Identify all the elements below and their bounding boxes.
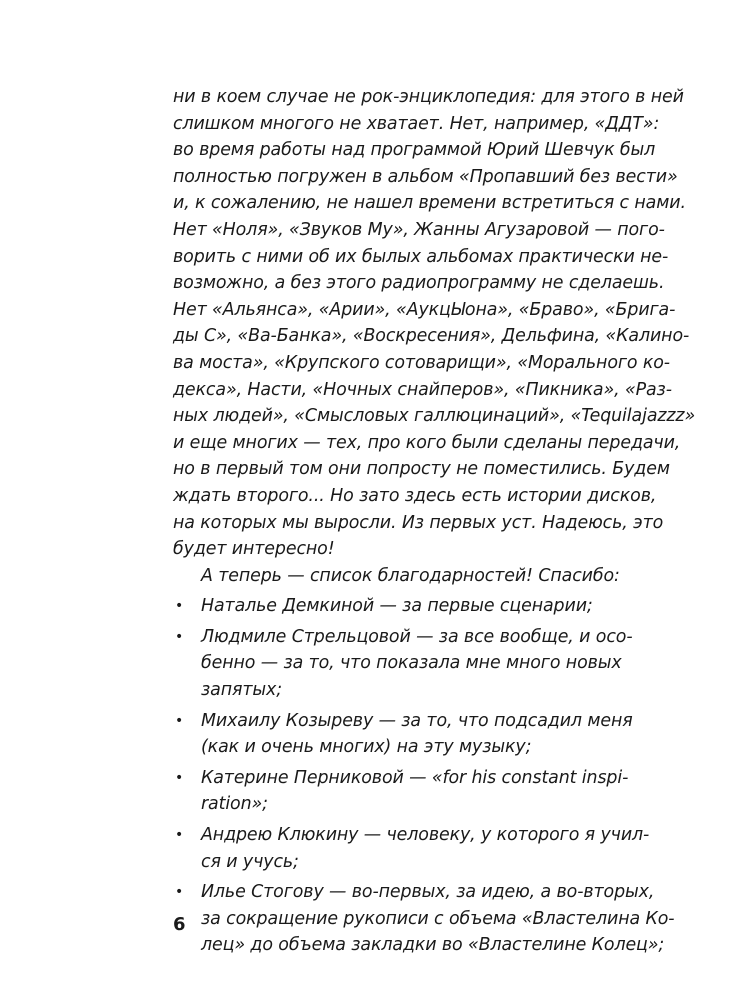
- bullet-icon: •: [175, 769, 184, 786]
- paragraph-line: ных людей», «Смысловых галлюцинаций», «Tequilajazzz»: [173, 406, 696, 427]
- list-item-line: Наталье Демкиной — за первые сценарии;: [201, 596, 593, 617]
- paragraph-line: ворить с ними об их былых альбомах практически не-: [173, 246, 669, 267]
- list-item-line: ся и учусь;: [201, 851, 299, 872]
- list-item: [173, 765, 629, 818]
- bullet-icon: •: [175, 827, 184, 844]
- list-item-line: запятых;: [201, 680, 282, 701]
- bullet-icon: •: [175, 628, 184, 645]
- list-item-line: Михаилу Козыреву — за то, что подсадил меня: [201, 710, 633, 731]
- list-item: [173, 593, 593, 620]
- paragraph-line: ни в коем случае не рок-энциклопедия: для этого в ней: [173, 87, 684, 107]
- list-item: [173, 822, 650, 875]
- paragraph-line: возможно, а без этого радиопрограмму не сделаешь.: [173, 273, 665, 294]
- paragraph-line: полностью погружен в альбом «Пропавший без вести»: [173, 166, 678, 187]
- paragraph-line: Нет «Альянса», «Арии», «АукцЫона», «Браво», «Брига-: [173, 299, 676, 320]
- paragraph-line: на которых мы выросли. Из первых уст. Надеюсь, это: [173, 512, 664, 533]
- bullet-icon: •: [175, 884, 184, 901]
- paragraph-line: ды С», «Ва-Банка», «Воскресения», Дельфина, «Калино-: [173, 326, 690, 347]
- list-item-line: Илье Стогову — во-первых, за идею, а во-вторых,: [201, 882, 655, 903]
- list-item-line: (как и очень многих) на эту музыку;: [201, 737, 532, 758]
- paragraph-line: декса», Насти, «Ночных снайперов», «Пикника», «Раз-: [173, 379, 672, 400]
- thanks-intro: А теперь — список благодарностей! Спасибо:: [201, 565, 620, 586]
- paragraph-line: ждать второго... Но зато здесь есть истории дисков,: [173, 485, 657, 506]
- bullet-icon: •: [175, 712, 184, 729]
- thanks-list: [173, 593, 675, 959]
- list-item-line: Людмиле Стрельцовой — за все вообще, и осо-: [201, 626, 633, 647]
- paragraph-line: и, к сожалению, не нашел времени встретиться с нами.: [173, 193, 686, 214]
- paragraph-line: но в первый том они попросту не поместились. Будем: [173, 459, 670, 480]
- page-text: [173, 84, 696, 959]
- list-item: [173, 879, 675, 959]
- paragraph-line: слишком многого не хватает. Нет, например, «ДДТ»:: [173, 113, 660, 134]
- paragraph-line: ва моста», «Крупского сотоварищи», «Морального ко-: [173, 352, 670, 373]
- list-item-line: за сокращение рукописи с объема «Властелина Ко-: [201, 908, 675, 929]
- list-item-line: бенно — за то, что показала мне много новых: [201, 653, 622, 674]
- list-item-line: ration»;: [201, 794, 268, 815]
- bullet-icon: •: [175, 598, 184, 615]
- paragraph-line: и еще многих — тех, про кого были сделаны передачи,: [173, 432, 681, 453]
- list-item: [173, 708, 633, 761]
- list-item-line: Андрею Клюкину — человеку, у которого я учил-: [201, 825, 650, 846]
- list-item-line: лец» до объема закладки во «Властелине Колец»;: [201, 935, 665, 956]
- list-item: [173, 624, 633, 704]
- paragraph-line: Нет «Ноля», «Звуков Му», Жанны Агузаровой — пого-: [173, 219, 665, 240]
- main-paragraph: [173, 84, 696, 563]
- list-item-line: Катерине Перниковой — «for his constant inspi-: [201, 767, 629, 788]
- paragraph-line: во время работы над программой Юрий Шевчук был: [173, 140, 656, 161]
- page-number: 6: [173, 914, 186, 935]
- paragraph-line: будет интересно!: [173, 539, 335, 560]
